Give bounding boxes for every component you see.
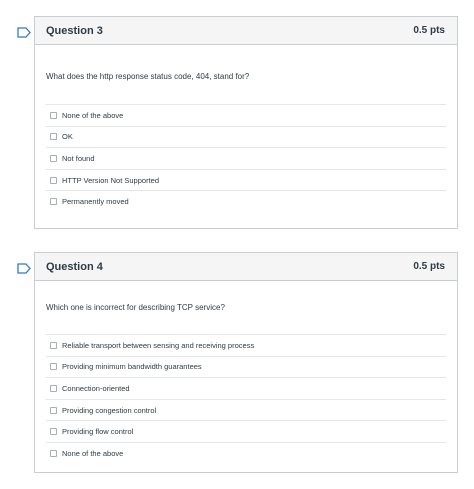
bookmark-flag-icon[interactable] [17,263,31,274]
answer-list [46,334,446,464]
answer-label: Not found [62,153,95,163]
answer-option[interactable] [46,356,446,378]
question-points: 0.5 pts [413,261,445,272]
question-header [35,17,457,45]
question-card [34,16,458,229]
checkbox-icon[interactable] [50,342,57,349]
answer-label: None of the above [62,448,124,458]
checkbox-icon[interactable] [50,177,57,184]
checkbox-icon[interactable] [50,112,57,119]
answer-option[interactable] [46,126,446,148]
question-title: Question 4 [46,260,103,273]
answer-label: Providing flow control [62,427,134,437]
checkbox-icon[interactable] [50,428,57,435]
question-text: Which one is incorrect for describing TCP service? [46,303,225,312]
answer-option[interactable] [46,442,446,464]
checkbox-icon[interactable] [50,450,57,457]
answer-option[interactable] [46,377,446,399]
answer-label: OK [62,132,73,142]
question-title: Question 3 [46,24,103,37]
answer-option[interactable] [46,399,446,421]
answer-label: HTTP Version Not Supported [62,175,159,185]
bookmark-flag-icon[interactable] [17,27,31,38]
answer-option[interactable] [46,147,446,169]
answer-option[interactable] [46,190,446,212]
answer-list [46,104,446,212]
answer-label: Reliable transport between sensing and receiving process [62,340,255,350]
answer-option[interactable] [46,420,446,442]
checkbox-icon[interactable] [50,198,57,205]
question-header [35,253,457,281]
question-text: What does the http response status code, 404, stand for? [46,72,250,81]
question-card [34,252,458,473]
checkbox-icon[interactable] [50,155,57,162]
checkbox-icon[interactable] [50,407,57,414]
answer-label: Providing minimum bandwidth guarantees [62,362,202,372]
answer-label: Providing congestion control [62,405,157,415]
question-points: 0.5 pts [413,25,445,36]
checkbox-icon[interactable] [50,133,57,140]
checkbox-icon[interactable] [50,385,57,392]
answer-label: Permanently moved [62,197,129,207]
checkbox-icon[interactable] [50,363,57,370]
answer-option[interactable] [46,334,446,356]
answer-option[interactable] [46,169,446,191]
answer-label: Connection-oriented [62,383,130,393]
answer-option[interactable] [46,104,446,126]
answer-label: None of the above [62,110,124,120]
